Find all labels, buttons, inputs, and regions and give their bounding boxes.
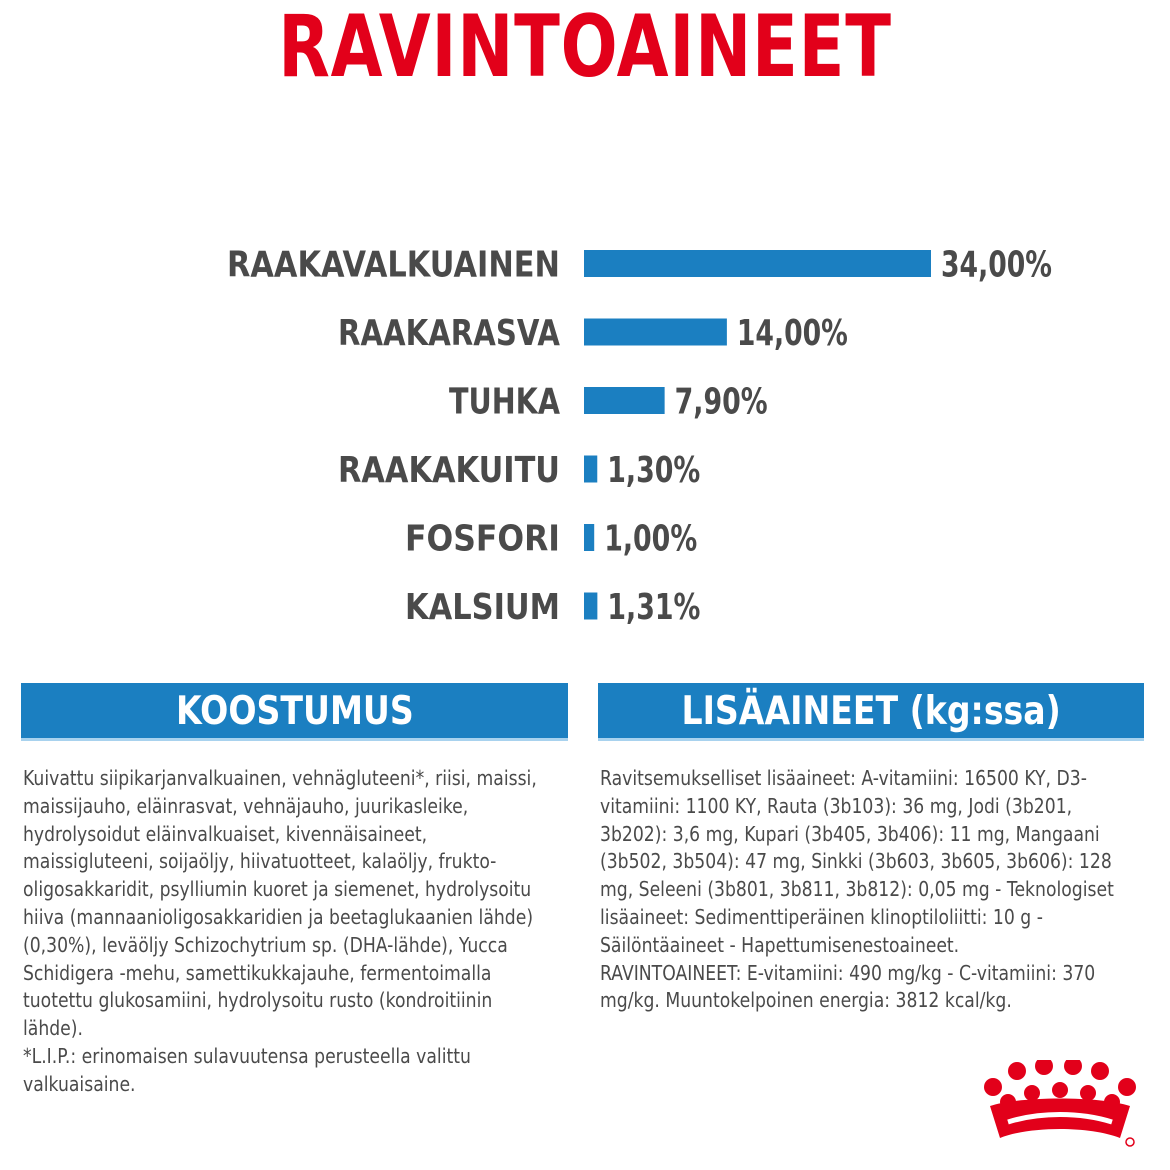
bar xyxy=(584,593,597,620)
bar xyxy=(584,319,727,346)
additives-heading: LISÄAINEET (kg:ssa) xyxy=(681,689,1061,734)
bar xyxy=(584,524,594,551)
value-label: 1,31% xyxy=(607,587,701,628)
composition-header xyxy=(21,683,568,741)
page-title: RAVINTOAINEET xyxy=(278,0,892,97)
additives-text: Ravitsemukselliset lisäaineet: A-vitamiini: 16500 KY, D3- vitamiini: 1100 KY, Rauta (3b103): 36 mg, Jodi (3b201, 3b202): 3,6 mg, Kupari (3b405, 3b406): 11 mg, Mangaani (3b502, 3b504): 47 mg, Sinkki (3b603, 3b605, 3b606): 128 mg, Seleeni (3b801, 3b811, 3b812): 0,05 mg - Teknologiset lisäaineet: Sedimenttiperäinen klinoptiloliitti: 10 g - Säilöntäaineet - Hapettumisenestoaineet. RAVINTOAINEET: E-vitamiini: 490 mg/kg - C-vitamiini: 370 mg/kg. Muuntokelpoinen energia: 3812 kcal/kg. xyxy=(600,766,1114,1013)
value-label: 7,90% xyxy=(674,381,768,423)
category-label: RAAKAKUITU xyxy=(338,450,560,491)
category-label: KALSIUM xyxy=(405,587,560,628)
composition-text: Kuivattu siipikarjanvalkuainen, vehnägluteeni*, riisi, maissi, maissijauho, eläinrasvat, vehnäjauho, juurikasleike, hydrolysoidut eläinvalkuaiset, kivennäisaineet, maissigluteeni, soijaöljy, hiivatuotteet, kalaöljy, frukto- oligosakkaridit, psylliumin kuoret ja siemenet, hydrolysoitu hiiva (mannaanioligosakkaridien ja beetaglukaanien lähde) (0,30%), leväöljy Schizochytrium sp. (DHA-lähde), Yucca Schidigera -mehu, samettikukkajauhe, fermentoimalla tuotettu glukosamiini, hydrolysoitu rusto (kondroitiinin lähde). *L.I.P.: erinomaisen sulavuutensa perusteella valittu valkuaisaine. xyxy=(23,766,537,1096)
composition-heading: KOOSTUMUS xyxy=(175,689,414,734)
category-label: TUHKA xyxy=(449,381,561,423)
category-label: RAAKARASVA xyxy=(338,313,561,354)
bar xyxy=(584,250,931,277)
value-label: 14,00% xyxy=(736,313,848,354)
category-label: RAAKAVALKUAINEN xyxy=(227,244,560,286)
value-label: 1,30% xyxy=(607,450,701,491)
category-label: FOSFORI xyxy=(405,518,560,560)
additives-header xyxy=(598,683,1144,741)
crown-icon xyxy=(980,1060,1145,1155)
bar xyxy=(584,456,597,483)
value-label: 1,00% xyxy=(604,518,698,560)
value-label: 34,00% xyxy=(941,244,1052,286)
bar xyxy=(584,387,665,414)
